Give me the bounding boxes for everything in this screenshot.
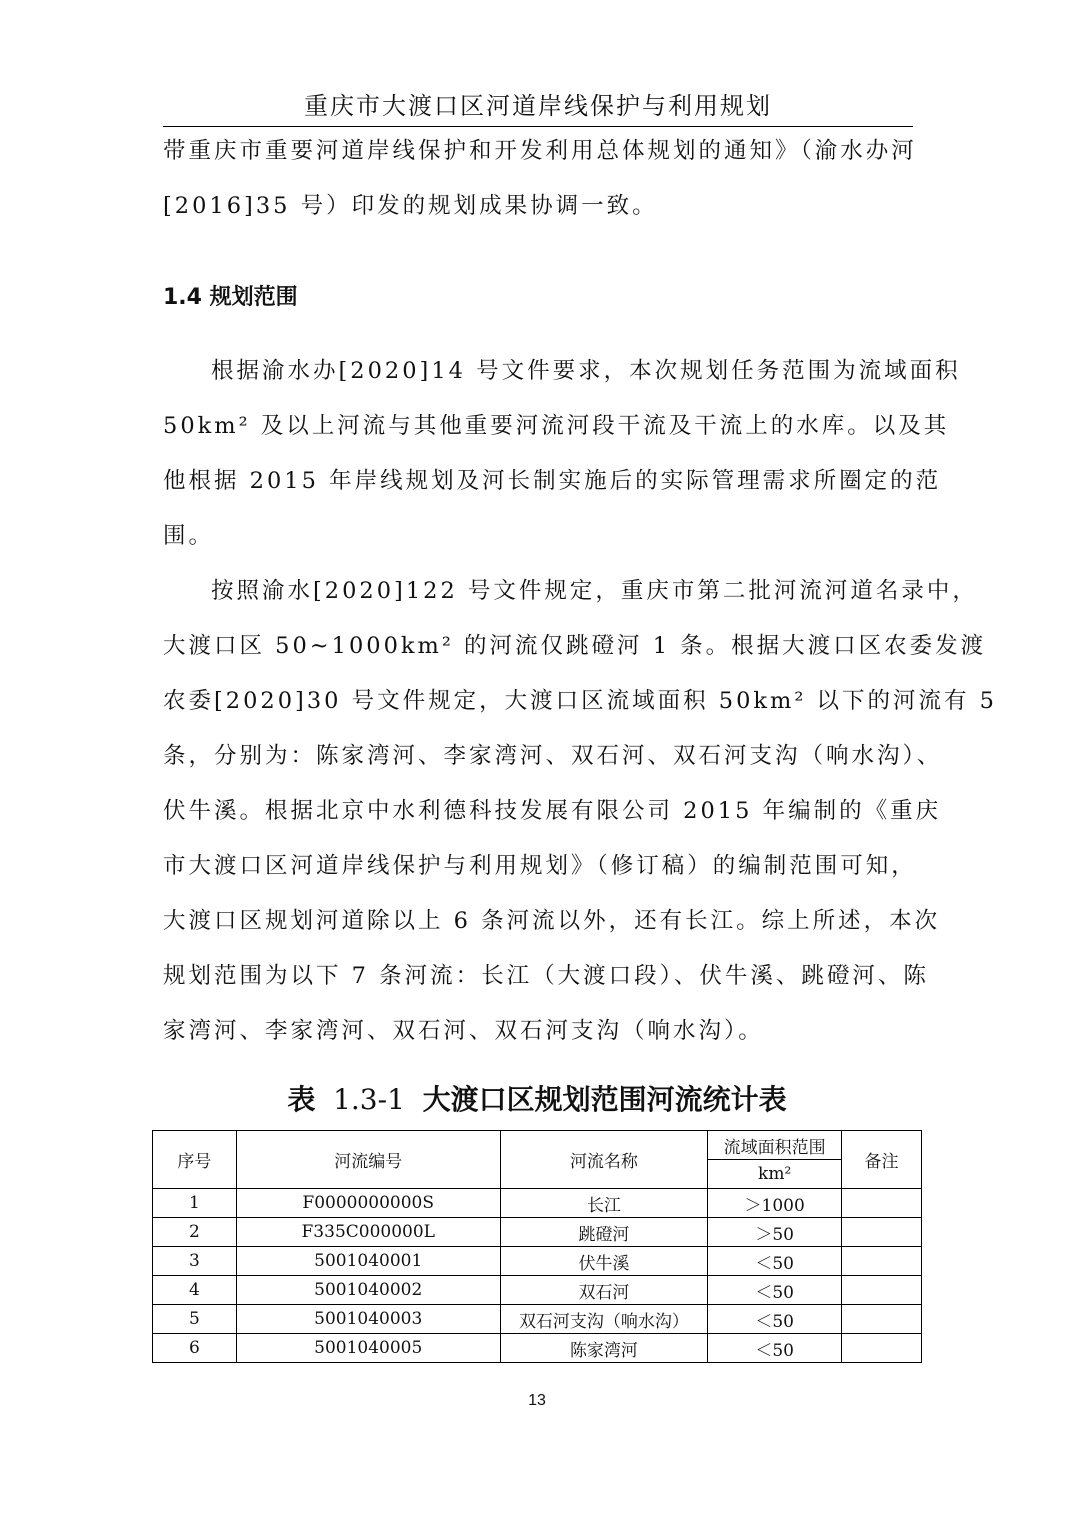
cell-code: F0000000000S <box>236 1189 500 1218</box>
cell-area: ＜50 <box>708 1305 842 1334</box>
header-title: 重庆市大渡口区河道岸线保护与利用规划 <box>304 92 772 120</box>
text-line: 他根据 2015 年岸线规划及河长制实施后的实际管理需求所圈定的范 <box>163 468 942 494</box>
cell-area: ＜50 <box>708 1276 842 1305</box>
text-line: 伏牛溪。根据北京中水利德科技发展有限公司 2015 年编制的《重庆 <box>163 798 942 824</box>
paragraph-rivers <box>163 564 997 1059</box>
cell-code: 5001040001 <box>236 1247 500 1276</box>
cell-note <box>842 1334 922 1363</box>
header-area: 流域面积范围 <box>708 1131 842 1160</box>
text-line: [2016]35 号）印发的规划成果协调一致。 <box>163 193 658 219</box>
cell-note <box>842 1305 922 1334</box>
cell-area: ＞1000 <box>708 1189 842 1218</box>
cell-note <box>842 1247 922 1276</box>
cell-note <box>842 1276 922 1305</box>
cell-name: 双石河 <box>500 1276 708 1305</box>
cell-code: 5001040005 <box>236 1334 500 1363</box>
section-title: 1.4 规划范围 <box>163 285 298 310</box>
paragraph-scope <box>163 344 961 564</box>
text-line: 围。 <box>163 523 215 549</box>
page-header <box>163 86 913 127</box>
cell-code: 5001040003 <box>236 1305 500 1334</box>
table-caption-text: 大渡口区规划范围河流统计表 <box>422 1083 787 1116</box>
cell-index: 4 <box>153 1276 237 1305</box>
cell-index: 2 <box>153 1218 237 1247</box>
table-caption <box>0 1080 1074 1120</box>
cell-index: 1 <box>153 1189 237 1218</box>
cell-note <box>842 1218 922 1247</box>
table-row <box>153 1276 922 1305</box>
text-line: 50km² 及以上河流与其他重要河流河段干流及干流上的水库。以及其 <box>163 413 950 439</box>
cell-index: 3 <box>153 1247 237 1276</box>
cell-index: 6 <box>153 1334 237 1363</box>
header-code: 河流编号 <box>236 1131 500 1189</box>
river-stats-table <box>152 1130 922 1363</box>
cell-name: 伏牛溪 <box>500 1247 708 1276</box>
text-line: 市大渡口区河道岸线保护与利用规划》（修订稿）的编制范围可知， <box>163 853 917 879</box>
table-row <box>153 1189 922 1218</box>
page-number: 13 <box>528 1392 546 1409</box>
cell-code: F335C000000L <box>236 1218 500 1247</box>
header-index: 序号 <box>153 1131 237 1189</box>
cell-note <box>842 1189 922 1218</box>
table-row <box>153 1218 922 1247</box>
table-row <box>153 1247 922 1276</box>
header-name: 河流名称 <box>500 1131 708 1189</box>
header-unit: km² <box>708 1160 842 1189</box>
cell-code: 5001040002 <box>236 1276 500 1305</box>
cell-name: 双石河支沟（响水沟） <box>500 1305 708 1334</box>
text-line: 家湾河、李家湾河、双石河、双石河支沟（响水沟）。 <box>163 1018 764 1044</box>
cell-area: ＜50 <box>708 1334 842 1363</box>
cell-index: 5 <box>153 1305 237 1334</box>
header-note: 备注 <box>842 1131 922 1189</box>
cell-name: 陈家湾河 <box>500 1334 708 1363</box>
text-line: 大渡口区 50~1000km² 的河流仅跳磴河 1 条。根据大渡口区农委发渡 <box>163 633 987 659</box>
text-line: 规划范围为以下 7 条河流：长江（大渡口段）、伏牛溪、跳磴河、陈 <box>163 963 929 989</box>
table-caption-prefix: 表 <box>287 1083 316 1116</box>
text-line: 大渡口区规划河道除以上 6 条河流以外，还有长江。综上所述，本次 <box>163 908 941 934</box>
cell-name: 长江 <box>500 1189 708 1218</box>
intro-paragraph <box>163 124 923 234</box>
text-line: 带重庆市重要河道岸线保护和开发利用总体规划的通知》（渝水办河 <box>163 138 917 164</box>
table-caption-number: 1.3-1 <box>333 1083 405 1116</box>
table-header-row <box>153 1131 922 1160</box>
table-row <box>153 1305 922 1334</box>
text-line: 根据渝水办[2020]14 号文件要求，本次规划任务范围为流域面积 <box>211 358 961 384</box>
text-line: 条，分别为：陈家湾河、李家湾河、双石河、双石河支沟（响水沟）、 <box>163 743 943 769</box>
cell-area: ＜50 <box>708 1247 842 1276</box>
text-line: 农委[2020]30 号文件规定，大渡口区流域面积 50km² 以下的河流有 5 <box>163 688 997 714</box>
text-line: 按照渝水[2020]122 号文件规定，重庆市第二批河流河道名录中， <box>211 578 978 604</box>
cell-name: 跳磴河 <box>500 1218 708 1247</box>
table-row <box>153 1334 922 1363</box>
cell-area: ＞50 <box>708 1218 842 1247</box>
